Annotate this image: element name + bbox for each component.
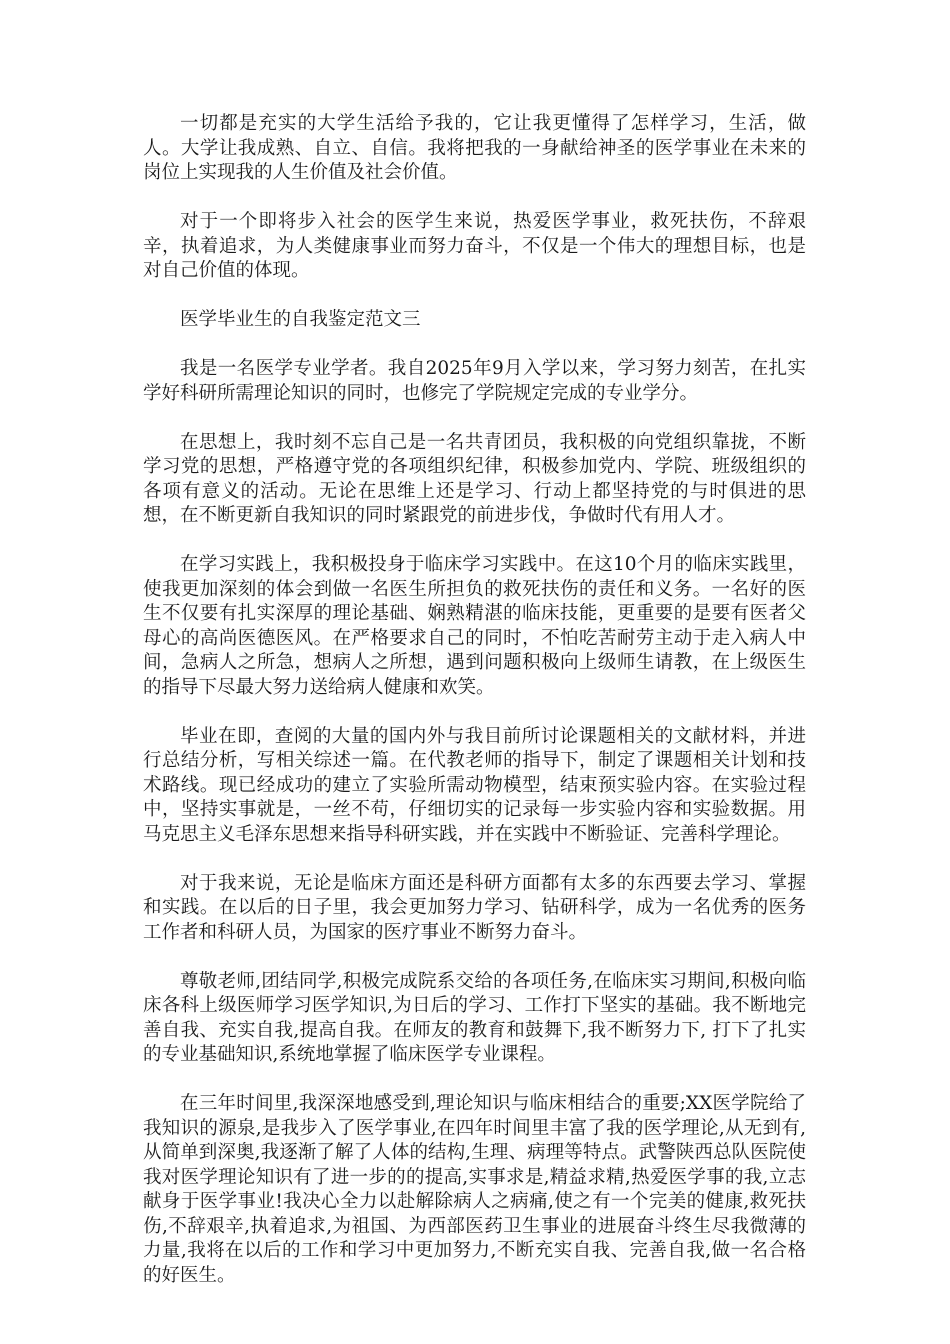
paragraph: 在思想上，我时刻不忘自己是一名共青团员，我积极的向党组织靠拢，不断学习党的思想，严格遵守党的各项组织纪律，积极参加党内、学院、班级组织的各项有意义的活动。无论在思维上还是学习、行动上都坚持党的与时俱进的思想，在不断更新自我知识的同时紧跟党的前进步伐，争做时代有用人才。	[143, 431, 806, 526]
section-heading: 医学毕业生的自我鉴定范文三	[180, 309, 421, 330]
paragraph: 对于一个即将步入社会的医学生来说，热爱医学事业，救死扶伤，不辞艰辛，执着追求，为人类健康事业而努力奋斗，不仅是一个伟大的理想目标，也是对自己价值的体现。	[143, 211, 806, 281]
paragraph: 在三年时间里,我深深地感受到,理论知识与临床相结合的重要;XX医学院给了我知识的源泉,是我步入了医学事业,在四年时间里丰富了我的医学理论,从无到有,从简单到深奥,我逐渐了解了人体的结构,生理、病理等特点。武警陕西总队医院使我对医学理论知识有了进一步的的提高,实事求是,精益求精,热爱医学事的我,立志献身于医学事业!我决心全力以赴解除病人之病痛,使之有一个完美的健康,救死扶伤,不辞艰辛,执着追求,为祖国、为西部医药卫生事业的进展奋斗终生尽我微薄的力量,我将在以后的工作和学习中更加努力,不断充实自我、完善自我,做一名合格的好医生。	[143, 1093, 806, 1286]
paragraph: 在学习实践上，我积极投身于临床学习实践中。在这10个月的临床实践里，使我更加深刻的体会到做一名医生所担负的救死扶伤的责任和义务。一名好的医生不仅要有扎实深厚的理论基础、娴熟精湛的临床技能，更重要的是要有医者父母心的高尚医德医风。在严格要求自己的同时，不怕吃苦耐劳主动于走入病人中间，急病人之所急，想病人之所想，遇到问题积极向上级师生请教，在上级医生的指导下尽最大努力送给病人健康和欢笑。	[143, 554, 806, 698]
paragraph: 毕业在即，查阅的大量的国内外与我目前所讨论课题相关的文献材料，并进行总结分析，写相关综述一篇。在代教老师的指导下，制定了课题相关计划和技术路线。现已经成功的建立了实验所需动物模型，结束预实验内容。在实验过程中，坚持实事就是，一丝不苟，仔细切实的记录每一步实验内容和实验数据。用马克思主义毛泽东思想来指导科研实践，并在实践中不断验证、完善科学理论。	[143, 725, 806, 845]
paragraph: 对于我来说，无论是临床方面还是科研方面都有太多的东西要去学习、掌握和实践。在以后的日子里，我会更加努力学习、钻研科学，成为一名优秀的医务工作者和科研人员，为国家的医疗事业不断努力奋斗。	[143, 872, 806, 943]
paragraph: 一切都是充实的大学生活给予我的，它让我更懂得了怎样学习，生活，做人。大学让我成熟、自立、自信。我将把我的一身献给神圣的医学事业在未来的岗位上实现我的人生价值及社会价值。	[143, 113, 806, 183]
document-body	[143, 112, 806, 1313]
paragraph: 尊敬老师,团结同学,积极完成院系交给的各项任务,在临床实习期间,积极向临床各科上级医师学习医学知识,为日后的学习、工作打下坚实的基础。我不断地完善自我、充实自我,提高自我。在师友的教育和鼓舞下,我不断努力下, 打下了扎实的专业基础知识,系统地掌握了临床医学专业课程。	[143, 970, 806, 1065]
paragraph: 我是一名医学专业学者。我自2025年9月入学以来，学习努力刻苦，在扎实学好科研所需理论知识的同时，也修完了学院规定完成的专业学分。	[143, 358, 806, 404]
